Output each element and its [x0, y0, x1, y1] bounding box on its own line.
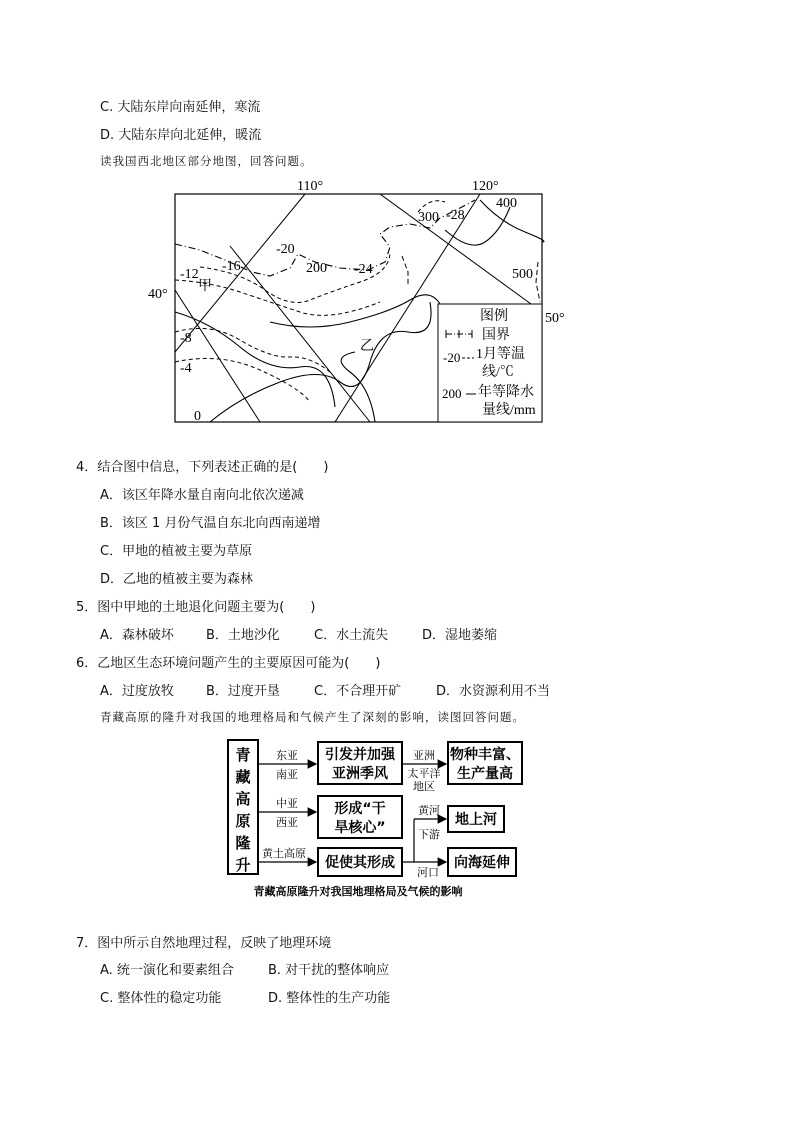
q4-option-d: D．乙地的植被主要为森林: [100, 572, 254, 587]
species-box-line-2: 生产量高: [457, 766, 513, 782]
lat-label-40: 40°: [148, 287, 168, 302]
q5-option-d: D．湿地萎缩: [422, 628, 498, 643]
uplift-char: 藏: [235, 768, 251, 786]
uplift-char: 原: [235, 812, 251, 830]
q4-option-a: A．该区年降水量自南向北依次递减: [100, 488, 304, 503]
legend-isohyet-label-1: 年等降水: [478, 385, 534, 400]
uplift-char: 升: [235, 856, 251, 874]
delta-box-label: 向海延伸: [454, 855, 510, 871]
isotherm-label: -28: [446, 208, 465, 223]
isohyet-label: 500: [512, 267, 533, 282]
q5-stem: 5．图中甲地的土地退化问题主要为( ): [76, 600, 316, 615]
q7-option-d: D. 整体性的生产功能: [268, 991, 391, 1006]
legend-isohyet-label-2: 量线/mm: [482, 403, 536, 418]
place-label-yi: 乙: [360, 339, 374, 354]
isotherm-label: -16: [222, 259, 241, 274]
q7-option-b: B. 对干扰的整体响应: [268, 963, 390, 978]
row1-arrow2-label-1: 亚洲: [413, 749, 435, 762]
row2-branch-label-mid: 下游: [418, 828, 440, 841]
uplift-char: 高: [235, 790, 251, 808]
qinghai-tibet-flow-diagram: [224, 734, 544, 904]
arid-core-line-1: 形成“干: [334, 801, 386, 817]
row1-arrow2-label-3: 地区: [413, 780, 435, 793]
row3-arrow2-label: 河口: [417, 866, 439, 879]
legend-isotherm-label-2: 线/℃: [482, 365, 514, 380]
row2-branch-label-top: 黄河: [418, 804, 440, 817]
q7-options-row-2: [100, 991, 700, 1007]
legend-isotherm-sample: -20: [443, 350, 461, 365]
option-d-top: D. 大陆东岸向北延伸，暖流: [100, 128, 262, 143]
q7-option-a: A. 统一演化和要素组合: [100, 963, 234, 978]
row2-arrow-label-1: 中亚: [276, 797, 298, 810]
q6-option-b: B．过度开垦: [206, 684, 280, 699]
border-segment: [402, 256, 408, 284]
q4-option-b: B．该区 1 月份气温自东北向西南递增: [100, 516, 321, 531]
arid-core-line-2: 旱核心”: [334, 820, 386, 836]
q5-option-a: A．森林破坏: [100, 628, 174, 643]
lat-label-50: 50°: [545, 311, 565, 326]
northwest-map: [140, 172, 580, 434]
q7-option-c: C. 整体性的稳定功能: [100, 991, 222, 1006]
legend-border-label: 国界: [482, 328, 510, 343]
species-box-line-1: 物种丰富、: [450, 747, 520, 763]
isotherm-label: -12: [180, 267, 199, 282]
q6-stem: 6．乙地区生态环境问题产生的主要原因可能为( ): [76, 656, 381, 671]
place-label-jia: 甲: [198, 279, 212, 294]
row1-arrow-label-2: 南亚: [276, 768, 298, 781]
parallel-line-2: [230, 246, 370, 422]
parallel-40: [175, 290, 260, 422]
isotherm-label: -20: [276, 242, 295, 257]
monsoon-box-line-1: 引发并加强: [325, 747, 395, 763]
q5-option-c: C．水土流失: [314, 628, 389, 643]
uplift-char: 隆: [235, 834, 251, 852]
isotherm-label: 0: [194, 409, 201, 424]
intro-map-question: 读我国西北地区部分地图，回答问题。: [100, 154, 313, 168]
q6-option-d: D．水资源利用不当: [436, 684, 551, 699]
legend-isohyet-sample: 200: [442, 386, 462, 401]
row2-arrow-label-2: 西亚: [276, 816, 298, 829]
row1-arrow-label-1: 东亚: [276, 749, 298, 762]
isotherm-line: [175, 328, 330, 372]
q6-option-a: A．过度放牧: [100, 684, 174, 699]
q6-options: [100, 684, 700, 700]
uplift-char: 青: [235, 746, 251, 764]
q4-stem: 4．结合图中信息，下列表述正确的是( ): [76, 460, 329, 475]
isohyet-line: [210, 302, 431, 422]
isotherm-label: -24: [354, 262, 373, 277]
monsoon-box-line-2: 亚洲季风: [332, 766, 388, 782]
suspended-river-label: 地上河: [455, 812, 497, 828]
q7-options-row-1: [100, 963, 700, 979]
border-segment-east: [536, 262, 540, 302]
row3-arrow-label: 黄土高原: [262, 847, 306, 860]
isohyet-label: 200: [306, 261, 327, 276]
lon-label-120: 120°: [472, 179, 499, 194]
loess-box-label: 促使其形成: [325, 855, 395, 871]
intro-flow-question: 青藏高原的隆升对我国的地理格局和气候产生了深刻的影响，读图回答问题。: [100, 710, 525, 724]
lon-label-110: 110°: [297, 179, 324, 194]
q4-option-c: C．甲地的植被主要为草原: [100, 544, 253, 559]
q5-options: [100, 628, 700, 644]
option-c-top: C. 大陆东岸向南延伸，寒流: [100, 100, 261, 115]
legend-title: 图例: [480, 309, 508, 324]
isotherm-label: -8: [180, 331, 192, 346]
row1-arrow2-label-2: 太平洋: [407, 767, 441, 780]
q6-option-c: C．不合理开矿: [314, 684, 402, 699]
flow-caption: 青藏高原隆升对我国地理格局及气候的影响: [253, 885, 463, 898]
q7-stem: 7．图中所示自然地理过程，反映了地理环境: [76, 936, 332, 951]
legend-isotherm-label-1: 1月等温: [476, 347, 525, 362]
isohyet-label: 300: [418, 210, 439, 225]
q5-option-b: B．土地沙化: [206, 628, 280, 643]
isotherm-label: -4: [180, 361, 192, 376]
isohyet-label: 400: [496, 196, 517, 211]
